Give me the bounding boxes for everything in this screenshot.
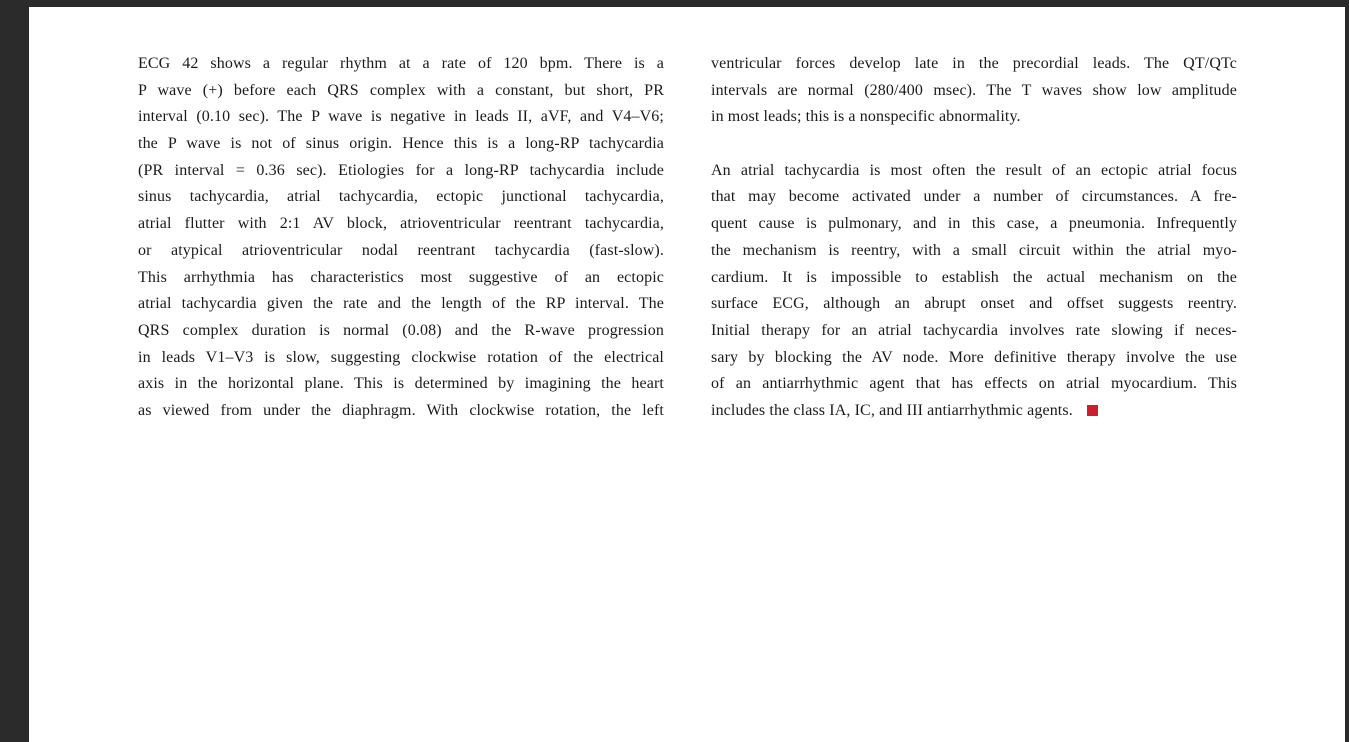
text-line: interval (0.10 sec). The P wave is negative in leads II, aVF, and V4–V6; (138, 108, 664, 126)
text-line: cardium. It is impossible to establish the actual mechanism on the (711, 268, 1237, 286)
text-line: P wave (+) before each QRS complex with a constant, but short, PR (138, 81, 664, 99)
text-line: (PR interval = 0.36 sec). Etiologies for a long-RP tachycardia include (138, 161, 664, 179)
text-line-fragment: includes the class IA, IC, and III antiarrhythmic agents. (711, 401, 1073, 419)
paragraph-qt-findings (711, 51, 1237, 131)
paragraph-atrial-tachycardia-discussion (711, 158, 1237, 425)
text-line: that may become activated under a number of circumstances. A fre- (711, 188, 1237, 206)
text-line: in leads V1–V3 is slow, suggesting clockwise rotation of the electrical (138, 348, 664, 366)
text-column-left (138, 51, 664, 425)
text-line: atrial flutter with 2:1 AV block, atrioventricular reentrant tachycardia, (138, 215, 664, 233)
frame-top-border (0, 0, 1349, 7)
text-line: ventricular forces develop late in the precordial leads. The QT/QTc (711, 55, 1237, 72)
text-line: Initial therapy for an atrial tachycardia involves rate slowing if neces- (711, 321, 1237, 339)
frame-right-border (1345, 0, 1349, 742)
text-line: intervals are normal (280/400 msec). The T waves show low amplitude (711, 81, 1237, 99)
text-line: sary by blocking the AV node. More definitive therapy involve the use (711, 348, 1237, 366)
text-line: in most leads; this is a nonspecific abnormality. (711, 108, 1021, 126)
text-line: the mechanism is reentry, with a small circuit within the atrial myo- (711, 241, 1237, 259)
text-line: quent cause is pulmonary, and in this case, a pneumonia. Infrequently (711, 215, 1237, 233)
text-line: surface ECG, although an abrupt onset and offset suggests reentry. (711, 295, 1237, 313)
text-line: the P wave is not of sinus origin. Hence this is a long-RP tachycardia (138, 135, 664, 153)
text-line: An atrial tachycardia is most often the result of an ectopic atrial focus (711, 161, 1237, 179)
frame-left-border (0, 0, 29, 742)
text-line: QRS complex duration is normal (0.08) and the R-wave progression (138, 321, 664, 339)
text-line: axis in the horizontal plane. This is determined by imagining the heart (138, 375, 664, 393)
document-page (138, 51, 1238, 425)
text-line: sinus tachycardia, atrial tachycardia, ectopic junctional tachycardia, (138, 188, 664, 206)
text-column-right (711, 51, 1237, 425)
text-line: or atypical atrioventricular nodal reentrant tachycardia (fast-slow). (138, 241, 664, 259)
text-line (711, 398, 1237, 425)
text-line: as viewed from under the diaphragm. With clockwise rotation, the left (138, 401, 664, 419)
text-line: This arrhythmia has characteristics most suggestive of an ectopic (138, 268, 664, 286)
text-line: of an antiarrhythmic agent that has effects on atrial myocardium. This (711, 375, 1237, 393)
red-square-end-of-article-icon (1087, 405, 1098, 416)
text-line: ECG 42 shows a regular rhythm at a rate of 120 bpm. There is a (138, 55, 664, 72)
text-line: atrial tachycardia given the rate and the length of the RP interval. The (138, 295, 664, 313)
